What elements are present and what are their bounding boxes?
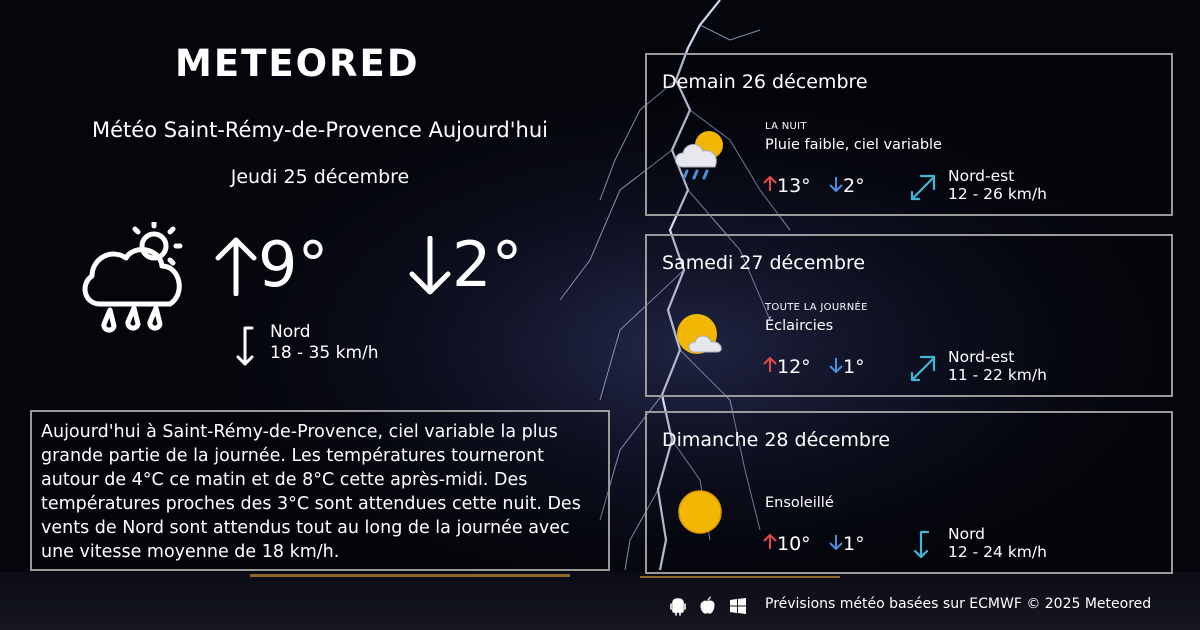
today-min-value: 2° [452,228,523,301]
sun-cloud-rain-icon [669,123,731,185]
forecast-condition: Ensoleillé [765,495,834,511]
forecast-day-title: Dimanche 28 décembre [662,429,891,451]
apple-icon[interactable] [698,596,718,616]
forecast-wind-direction: Nord-est [948,167,1015,185]
forecast-max-value: 13° [777,175,811,197]
forecast-min-value: 2° [843,175,865,197]
today-wind-direction: Nord [270,322,311,342]
forecast-condition: Éclaircies [765,318,834,334]
arrow-up-icon [763,176,777,192]
windows-icon[interactable] [728,596,748,616]
today-wind-speed: 18 - 35 km/h [270,343,379,363]
forecast-max-temp [763,175,811,197]
today-date: Jeudi 25 décembre [230,166,410,188]
arrow-up-icon [763,357,777,373]
today-min-temp [408,230,522,300]
forecast-period: LA NUIT [765,121,807,132]
forecast-day-title: Demain 26 décembre [662,71,868,93]
arrow-down-icon [829,534,843,550]
forecast-wind-direction: Nord [948,525,986,543]
forecast-max-value: 12° [777,356,811,378]
sun-icon [669,481,731,543]
wind-northeast-arrow-icon [909,353,939,383]
forecast-max-value: 10° [777,533,811,555]
rain-cloud-sun-icon [76,222,196,337]
forecast-day-title: Samedi 27 décembre [662,252,866,274]
forecast-min-value: 1° [843,356,865,378]
forecast-min-temp [829,356,865,378]
android-icon[interactable] [668,596,688,616]
arrow-down-icon [408,236,452,296]
forecast-wind-speed: 11 - 22 km/h [948,366,1047,384]
forecast-card-day-3[interactable] [645,411,1173,574]
meteored-logo[interactable] [175,42,435,86]
forecast-max-temp [763,533,811,555]
forecast-card-day-2[interactable] [645,234,1173,397]
forecast-min-value: 1° [843,533,865,555]
forecast-min-temp [829,175,865,197]
today-max-value: 9° [258,228,329,301]
wind-north-arrow-icon [909,530,939,560]
page-title: Météo Saint-Rémy-de-Provence Aujourd'hui [92,118,548,142]
arrow-up-icon [763,534,777,550]
forecast-max-temp [763,356,811,378]
forecast-card-day-1[interactable] [645,53,1173,216]
arrow-up-icon [214,236,258,296]
forecast-wind-direction: Nord-est [948,348,1015,366]
wind-north-arrow-icon [236,326,258,368]
sun-cloud-icon [669,304,731,366]
forecast-min-temp [829,533,865,555]
logo-text: METEORED [175,42,420,85]
forecast-period: TOUTE LA JOURNÉE [765,302,868,313]
forecast-wind-speed: 12 - 26 km/h [948,185,1047,203]
arrow-down-icon [829,357,843,373]
footer-credit: Prévisions météo basées sur ECMWF © 2025 Meteored [765,596,1152,612]
forecast-condition: Pluie faible, ciel variable [765,137,942,153]
wind-northeast-arrow-icon [909,172,939,202]
today-max-temp [214,230,328,300]
today-summary: Aujourd'hui à Saint-Rémy-de-Provence, ciel variable la plus grande partie de la journée. Les températures tourneront autour de 4°C ce matin et de 8°C cette après-midi. Des températures proches des 3°C sont attendues cette nuit. Des vents de Nord sont attendus tout au long de la journée avec une vitesse moyenne de 18 km/h. [30,410,610,571]
forecast-wind-speed: 12 - 24 km/h [948,543,1047,561]
arrow-down-icon [829,176,843,192]
